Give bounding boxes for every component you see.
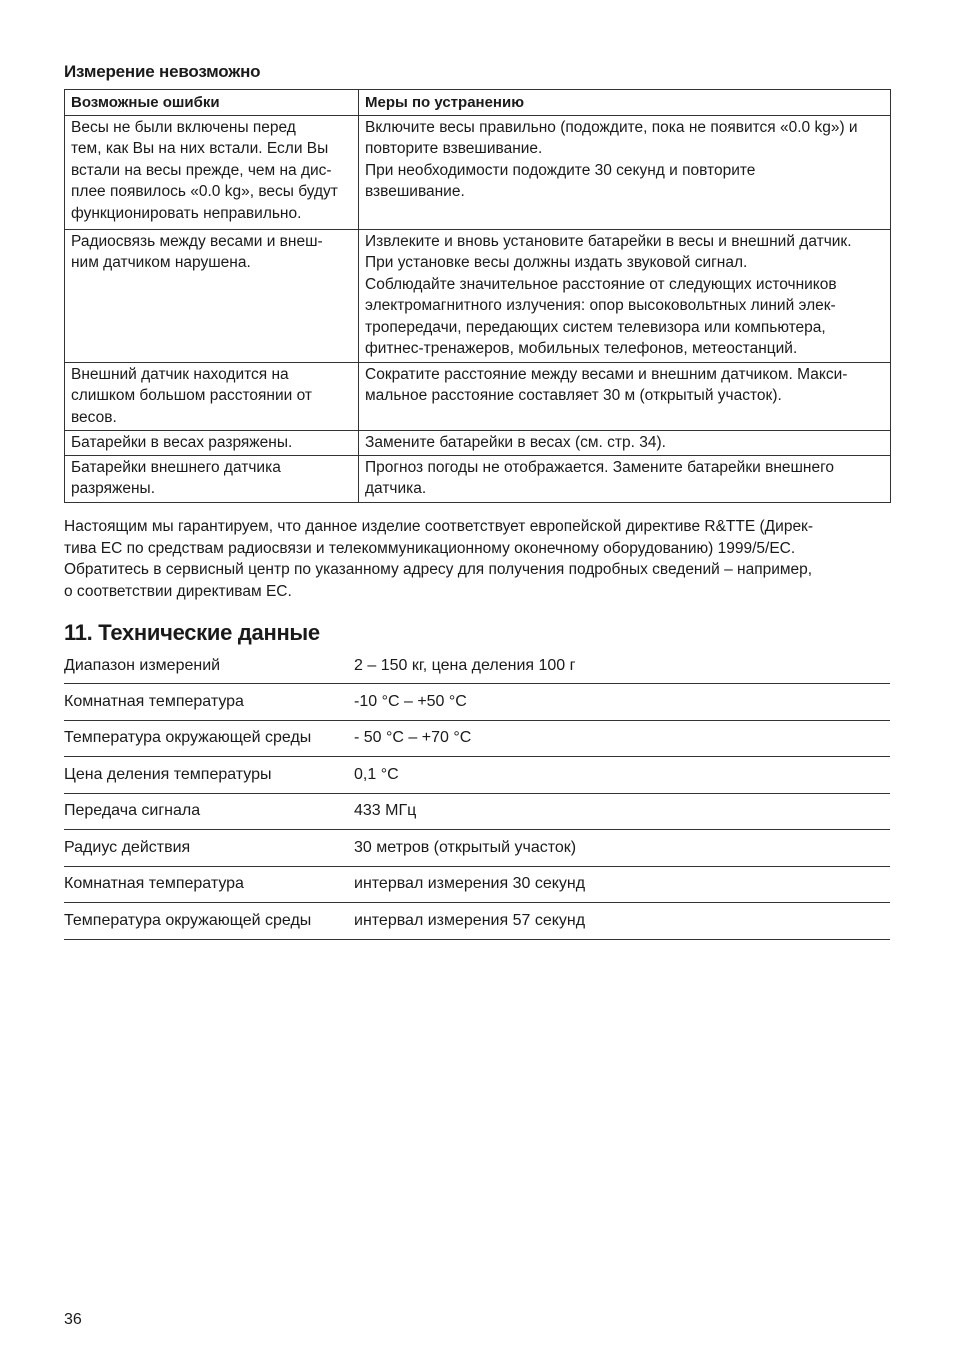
tech-data-title: 11. Технические данные — [64, 620, 320, 645]
spec-value: 433 МГц — [354, 793, 890, 830]
spec-table — [64, 651, 890, 940]
remedy-cell: Извлеките и вновь установите батарейки в весы и внешний датчик. При установке весы должны издать звуковой сигнал. Соблюдайте значительное расстояние от следующих источников электромагнитного излучения: опор высоковольтных линий элек- тропередачи, передающих систем телевизора или компьютера, фитнес-тренажеров, мобильных телефонов, метеостанций. — [359, 229, 891, 362]
spec-label: Диапазон измерений — [64, 651, 354, 684]
table-row — [65, 229, 891, 362]
troubleshooting-table — [64, 89, 891, 503]
cause-cell: Батарейки внешнего датчика разряжены. — [65, 455, 359, 502]
spec-value: -10 °C – +50 °C — [354, 684, 890, 721]
table-row — [65, 455, 891, 502]
remedy-cell: Включите весы правильно (подождите, пока не появится «0.0 kg») и повторите взвешивание. При необходимости подождите 30 секунд и повторите взвешивание. — [359, 115, 891, 229]
spec-label: Передача сигнала — [64, 793, 354, 830]
table-row — [65, 115, 891, 229]
spec-label: Комнатная температура — [64, 866, 354, 903]
spec-label: Цена деления температуры — [64, 757, 354, 794]
spec-value: 30 метров (открытый участок) — [354, 830, 890, 867]
spec-label: Комнатная температура — [64, 684, 354, 721]
section-heading: Измерение невозможно — [64, 62, 261, 81]
spec-row — [64, 684, 890, 721]
spec-value: 2 – 150 кг, цена деления 100 г — [354, 651, 890, 684]
cause-cell: Весы не были включены перед тем, как Вы на них встали. Если Вы встали на весы прежде, чем на дис- плее появилось «0.0 kg», весы будут функционировать неправильно. — [65, 115, 359, 229]
cause-cell: Радиосвязь между весами и внеш- ним датчиком нарушена. — [65, 229, 359, 362]
cause-cell: Батарейки в весах разряжены. — [65, 430, 359, 455]
spec-row — [64, 651, 890, 684]
remedy-cell: Прогноз погоды не отображается. Замените батарейки внешнего датчика. — [359, 455, 891, 502]
spec-value: интервал измерения 30 секунд — [354, 866, 890, 903]
spec-value: интервал измерения 57 секунд — [354, 903, 890, 940]
column-header-remedies: Меры по устранению — [359, 90, 891, 116]
table-header-row — [65, 90, 891, 116]
table-row — [65, 430, 891, 455]
spec-value: 0,1 °C — [354, 757, 890, 794]
column-header-causes: Возможные ошибки — [65, 90, 359, 116]
spec-row — [64, 866, 890, 903]
spec-label: Температура окружающей среды — [64, 720, 354, 757]
page-number: 36 — [64, 1311, 82, 1328]
spec-row — [64, 720, 890, 757]
spec-row — [64, 903, 890, 940]
table-row — [65, 362, 891, 430]
conformity-declaration: Настоящим мы гарантируем, что данное изделие соответствует европейской директиве R&TTE (Дирек- тива ЕС по средствам радиосвязи и телекоммуникационному оконечному оборудованию) 1999/5/ЕС. Обратитесь в сервисный центр по указанному адресу для получения подробных сведений – например, о соответствии директивам ЕС. — [64, 518, 814, 601]
spec-row — [64, 757, 890, 794]
remedy-cell: Сократите расстояние между весами и внешним датчиком. Макси- мальное расстояние составляет 30 м (открытый участок). — [359, 362, 891, 430]
spec-value: - 50 °C – +70 °C — [354, 720, 890, 757]
spec-label: Температура окружающей среды — [64, 903, 354, 940]
spec-row — [64, 830, 890, 867]
cause-cell: Внешний датчик находится на слишком большом расстоянии от весов. — [65, 362, 359, 430]
remedy-cell: Замените батарейки в весах (см. стр. 34). — [359, 430, 891, 455]
spec-row — [64, 793, 890, 830]
spec-label: Радиус действия — [64, 830, 354, 867]
